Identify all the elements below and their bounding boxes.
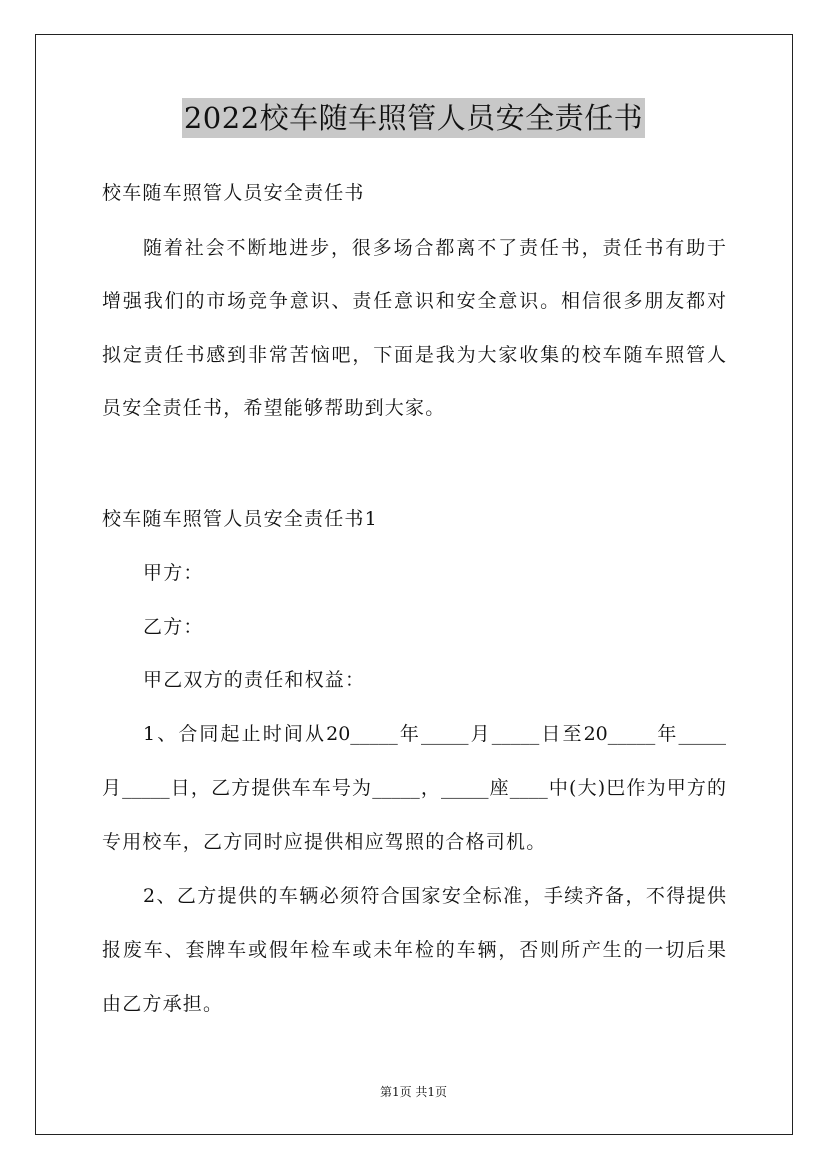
clause1-line-2: 月_____日，乙方提供车车号为_____，_____座____中(大)巴作为甲方的: [102, 777, 726, 799]
rights-heading: 甲乙双方的责任和权益：: [143, 669, 366, 691]
page-footer: 第1页 共1页: [379, 1085, 448, 1099]
clause2-line-1: 2、乙方提供的车辆必须符合国家安全标准，手续齐备，不得提供: [143, 885, 726, 907]
intro-line-2: 增强我们的市场竞争意识、责任意识和安全意识。相信很多朋友都对: [102, 290, 726, 312]
clause2-line-3: 由乙方承担。: [102, 993, 224, 1015]
clause1-line-1: 1、合同起止时间从20_____年_____月_____日至20_____年_____: [143, 723, 726, 745]
section-title: 校车随车照管人员安全责任书1: [102, 508, 378, 530]
title-container: [0, 98, 827, 138]
party-a-label: 甲方：: [143, 562, 204, 584]
subtitle: 校车随车照管人员安全责任书: [102, 182, 365, 204]
clause1-line-3: 专用校车，乙方同时应提供相应驾照的合格司机。: [102, 831, 547, 853]
party-b-label: 乙方：: [143, 616, 204, 638]
clause2-line-2: 报废车、套牌车或假年检车或未年检的车辆，否则所产生的一切后果: [102, 939, 726, 961]
intro-line-3: 拟定责任书感到非常苦恼吧，下面是我为大家收集的校车随车照管人: [102, 344, 726, 366]
document-title: 2022校车随车照管人员安全责任书: [182, 98, 645, 138]
intro-line-4: 员安全责任书，希望能够帮助到大家。: [102, 397, 446, 419]
intro-line-1: 随着社会不断地进步，很多场合都离不了责任书，责任书有助于: [143, 237, 726, 259]
